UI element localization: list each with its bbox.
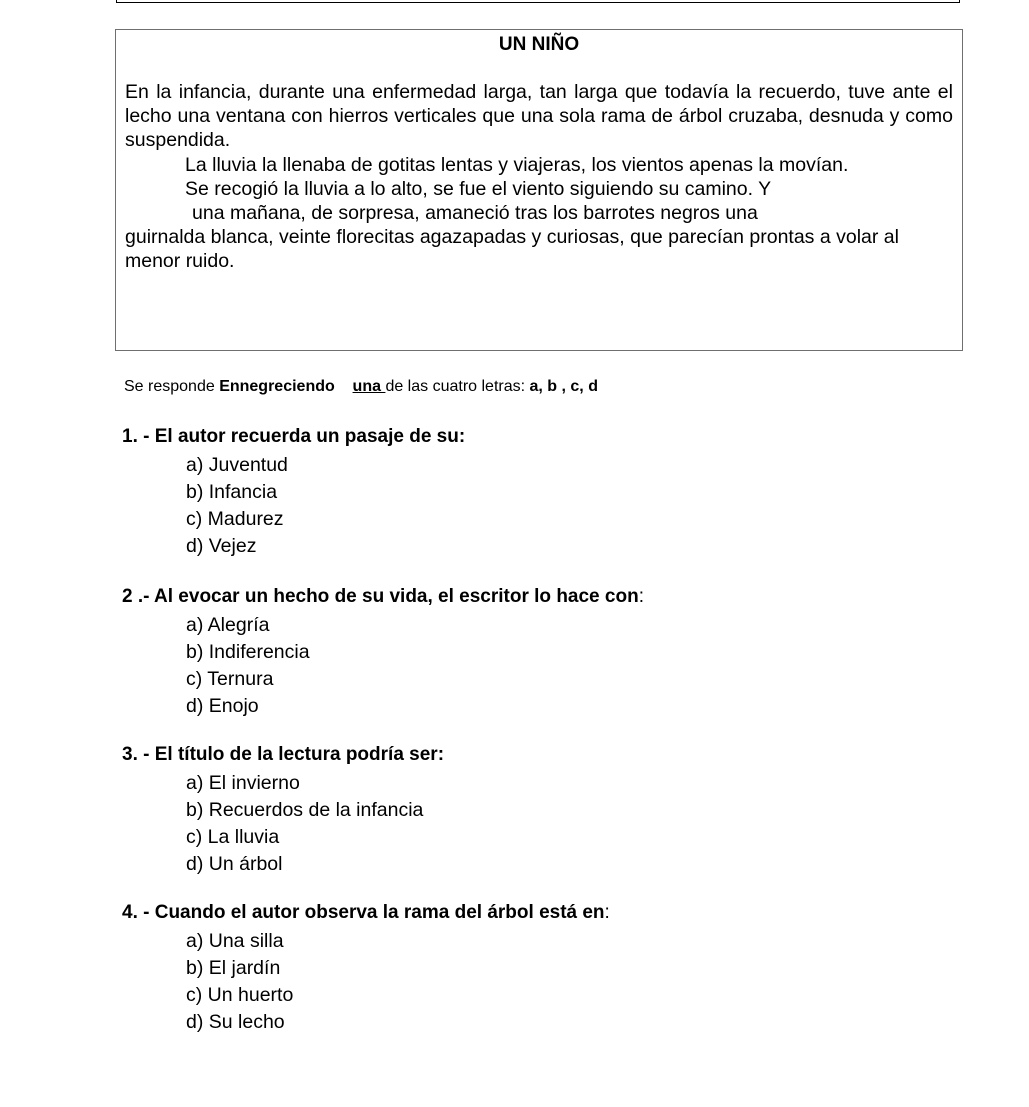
answer-option[interactable]: a) Juventud <box>186 454 288 476</box>
answer-options <box>122 928 610 1036</box>
reading-paragraph-2: La lluvia la llenaba de gotitas lentas y viajeras, los vientos apenas la movían. <box>185 153 849 176</box>
reading-passage-box <box>115 29 963 351</box>
instructions-middle: de las cuatro letras: <box>385 378 526 395</box>
answer-option[interactable]: b) Indiferencia <box>186 641 310 663</box>
answer-option[interactable]: d) Vejez <box>186 535 257 557</box>
answer-options <box>122 612 644 720</box>
instructions-prefix: Se responde <box>124 378 220 395</box>
question-title-text: 2 .- Al evocar un hecho de su vida, el escritor lo hace con <box>122 586 639 607</box>
answer-option[interactable]: a) Una silla <box>186 930 284 952</box>
reading-paragraph-4-rest: guirnalda blanca, veinte florecitas agazapadas y curiosas, que parecían prontas a volar al menor ruido. <box>125 226 899 273</box>
answer-option[interactable]: c) La lluvia <box>186 826 280 848</box>
question-title-suffix: : <box>638 586 644 607</box>
answer-option[interactable]: a) Alegría <box>186 614 270 636</box>
question-title <box>122 586 644 612</box>
reading-paragraph-3: Se recogió la lluvia a lo alto, se fue el viento siguiendo su camino. Y <box>185 177 772 200</box>
answer-option[interactable]: c) Un huerto <box>186 984 294 1006</box>
instructions-letters: a, b , c, d <box>525 378 598 395</box>
answer-option[interactable]: d) Un árbol <box>186 853 283 875</box>
question-2 <box>122 586 644 720</box>
instructions-bold-word: Ennegreciendo <box>219 378 335 395</box>
question-title <box>122 902 610 928</box>
question-title-text: 4. - Cuando el autor observa la rama del árbol está en <box>122 902 605 923</box>
instructions-underlined-word: una <box>352 378 386 395</box>
question-title <box>122 426 465 452</box>
question-title <box>122 744 444 770</box>
answer-options <box>122 770 444 878</box>
question-1 <box>122 426 465 560</box>
answer-instructions <box>124 378 598 396</box>
answer-option[interactable]: c) Ternura <box>186 668 274 690</box>
answer-option[interactable]: b) El jardín <box>186 957 281 979</box>
question-title-text: 3. - El título de la lectura podría ser: <box>122 744 445 765</box>
question-4 <box>122 902 610 1036</box>
answer-option[interactable]: a) El invierno <box>186 772 300 794</box>
answer-option[interactable]: b) Recuerdos de la infancia <box>186 799 424 821</box>
question-3 <box>122 744 444 878</box>
reading-paragraph-1: En la infancia, durante una enfermedad larga, tan larga que todavía la recuerdo, tuve ante el lecho una ventana con hierros verticales que una sola rama de árbol cruzaba, desnuda y como suspendida. <box>125 81 953 152</box>
reading-title: UN NIÑO <box>498 34 580 55</box>
top-table-border <box>116 0 960 3</box>
question-title-text: 1. - El autor recuerda un pasaje de su: <box>122 426 466 447</box>
answer-options <box>122 452 465 560</box>
answer-option[interactable]: b) Infancia <box>186 481 278 503</box>
answer-option[interactable]: c) Madurez <box>186 508 284 530</box>
reading-paragraph-4-first-line: una mañana, de sorpresa, amaneció tras los barrotes negros una <box>192 202 758 225</box>
answer-option[interactable]: d) Enojo <box>186 695 259 717</box>
question-title-suffix: : <box>604 902 610 923</box>
reading-text <box>125 80 953 274</box>
answer-option[interactable]: d) Su lecho <box>186 1011 285 1033</box>
